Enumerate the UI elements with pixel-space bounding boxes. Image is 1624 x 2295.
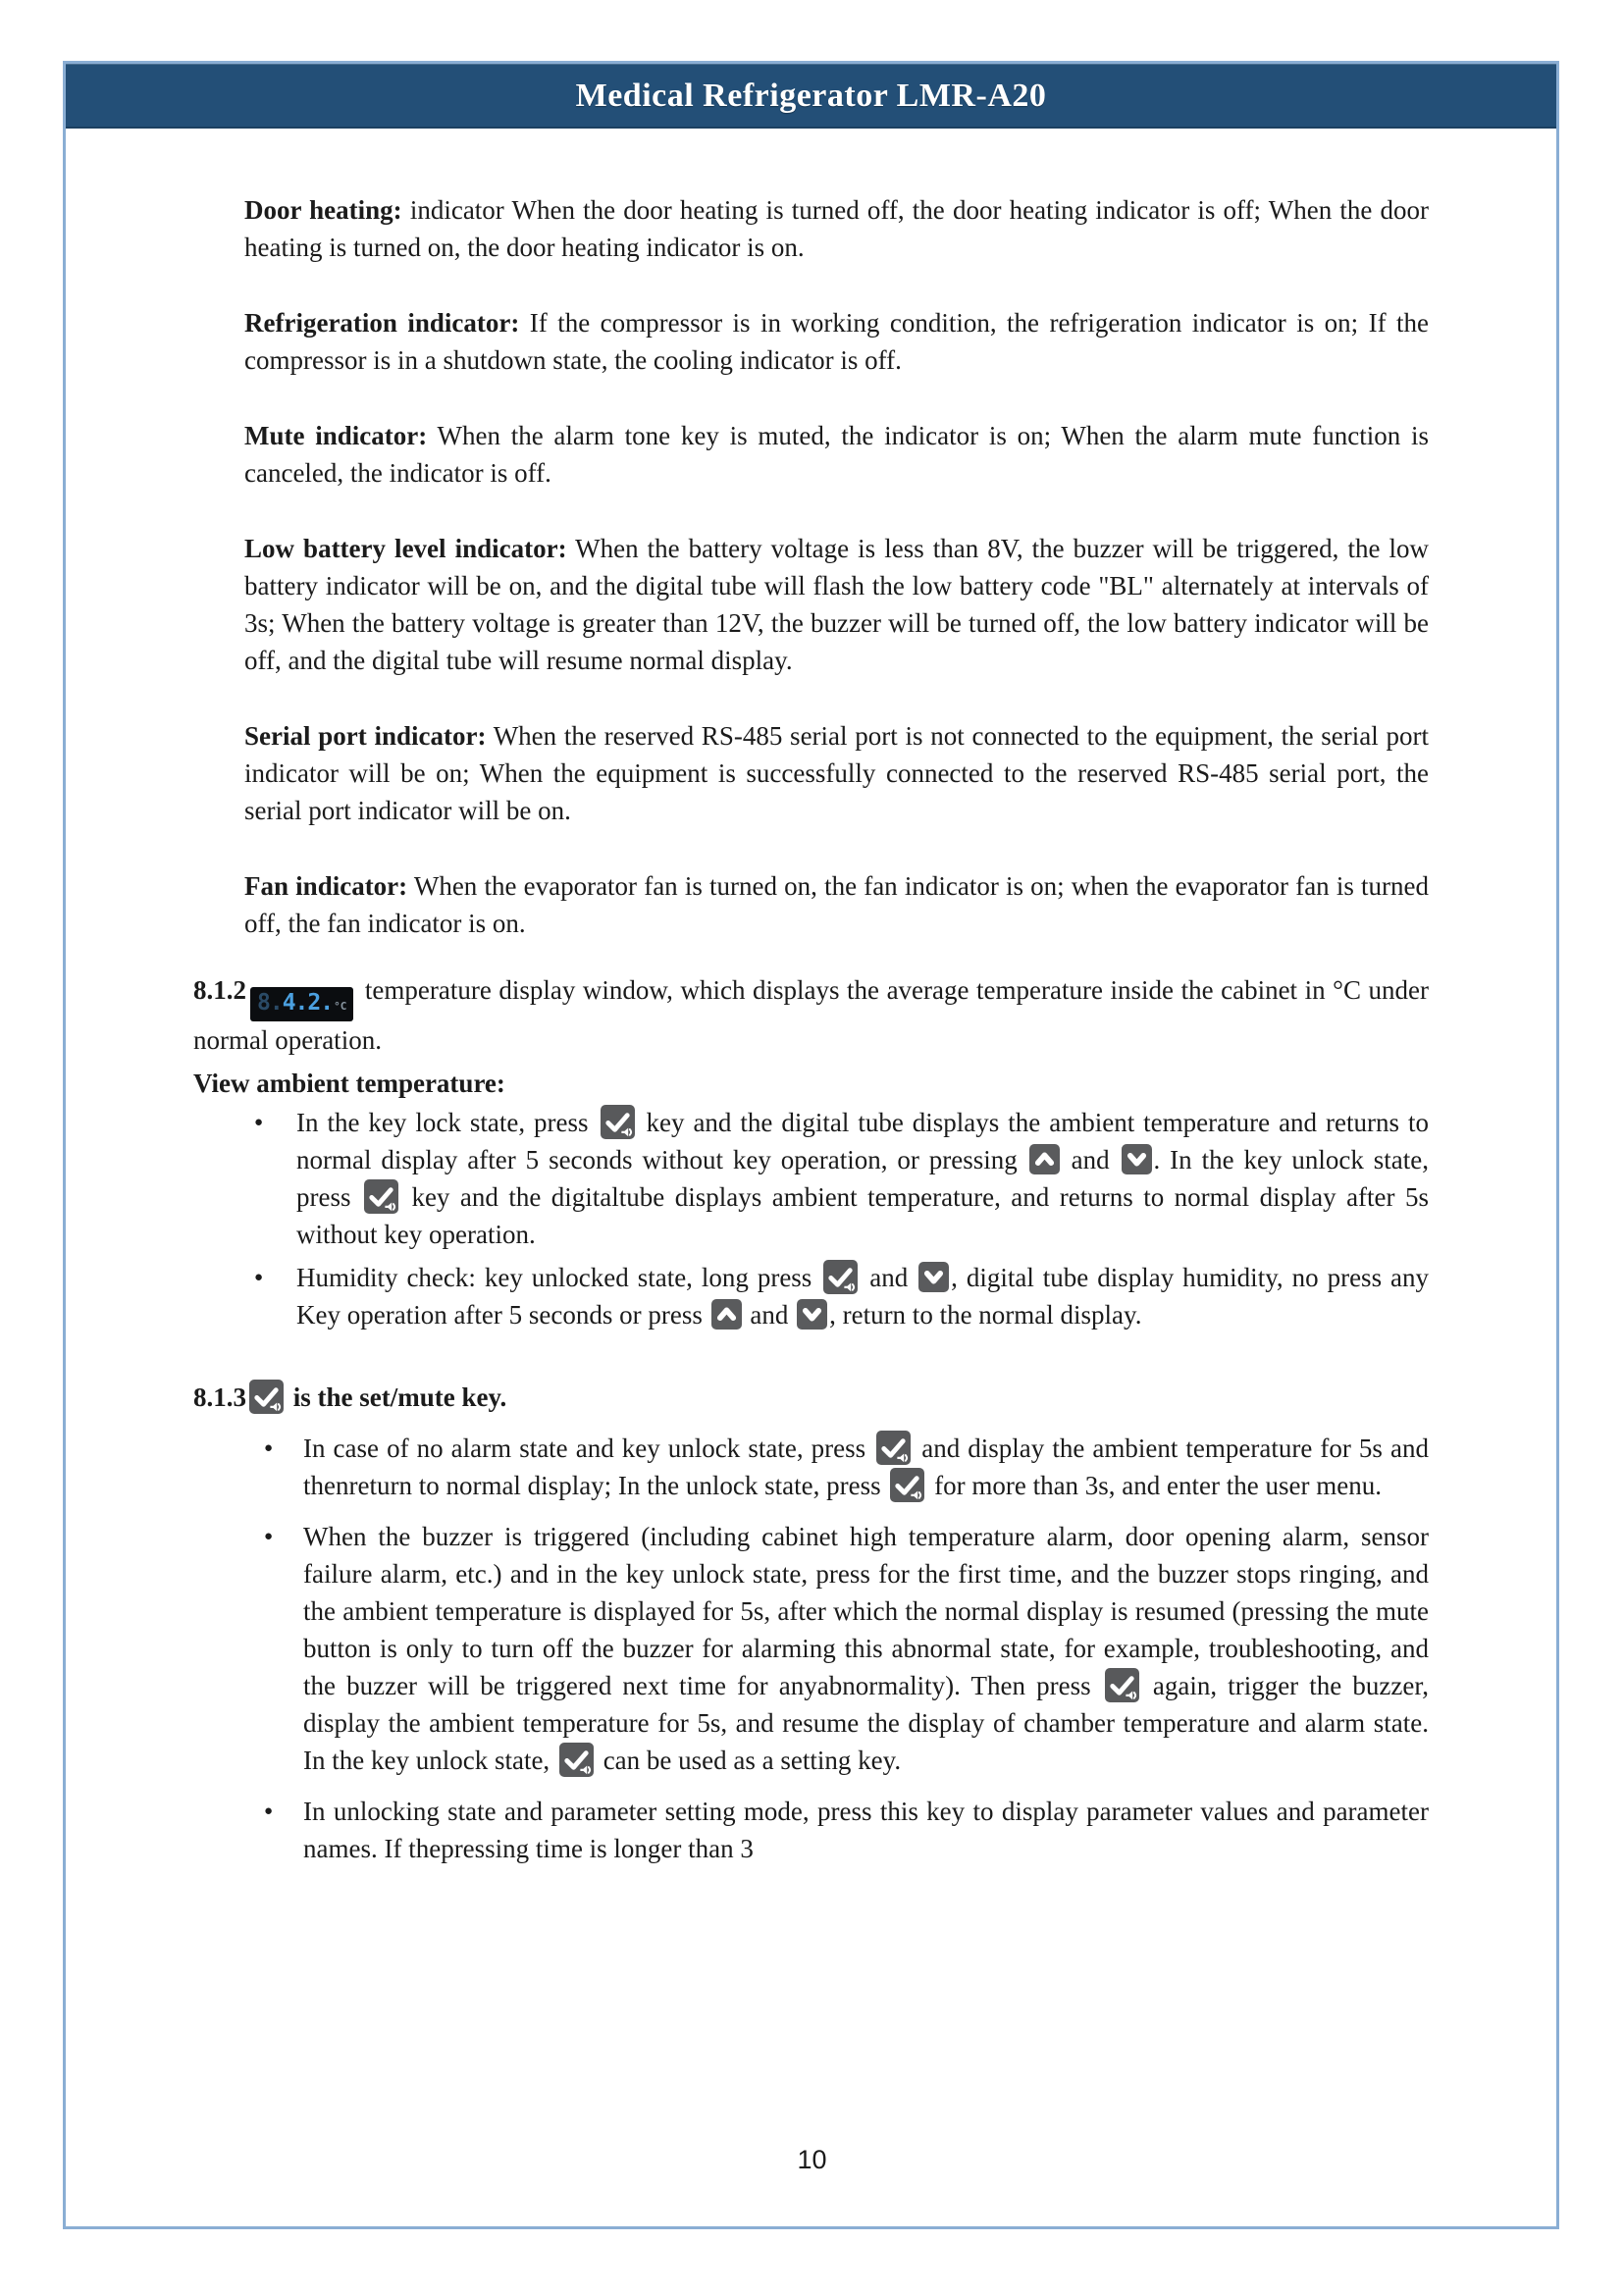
speaker-glyph bbox=[621, 1128, 631, 1137]
paragraph-lead: Refrigeration indicator: bbox=[244, 308, 520, 338]
paragraph-door-heating bbox=[244, 191, 1429, 266]
paragraph-lead: Serial port indicator: bbox=[244, 721, 487, 751]
up-key-icon bbox=[711, 1299, 742, 1330]
speaker-glyph bbox=[845, 1283, 855, 1292]
paragraph-lead: Fan indicator: bbox=[244, 871, 408, 901]
set-mute-key-icon bbox=[559, 1743, 594, 1777]
down-key-icon bbox=[797, 1299, 827, 1330]
paragraph-body: When the alarm tone key is muted, the indicator is on; When the alarm mute function is canceled, the indicator is off. bbox=[244, 421, 1429, 488]
paragraph-fan-indicator bbox=[244, 867, 1429, 942]
temperature-display-icon: 8. 4.2. °C bbox=[250, 987, 353, 1021]
paragraph-lead: Low battery level indicator: bbox=[244, 534, 567, 563]
speaker-glyph bbox=[898, 1454, 908, 1463]
paragraph-body: indicator When the door heating is turned off, the door heating indicator is off; When the door heating is turned on, the door heating indicator is on. bbox=[244, 195, 1429, 262]
document-header bbox=[66, 64, 1556, 129]
paragraph-serial-port-indicator bbox=[244, 717, 1429, 829]
list-item: ● In case of no alarm state and key unlock state, press and display the ambient temperature for 5s and thenreturn to normal display; In the unlock state, press for more than 3s, and enter the user menu. bbox=[193, 1430, 1429, 1504]
list-item: ● When the buzzer is triggered (including cabinet high temperature alarm, door opening alarm, sensor failure alarm, etc.) and in the key unlock state, press for the first time, and the buzzer stops ringing, and the ambient temperature is displayed for 5s, after which the normal display is resumed (pressing the mute button is only to turn off the buzzer for alarming this abnormal state, for example, troubleshooting, and the buzzer will be triggered next time for anyabnormality). Then press again, trigger the buzzer, display the ambient temperature for 5s, and resume the display of chamber temperature and alarm state. In the key unlock state, can be used as a setting key. bbox=[193, 1518, 1429, 1779]
set-mute-key-icon bbox=[890, 1468, 924, 1502]
paragraph-body: When the evaporator fan is turned on, the fan indicator is on; when the evaporator fan is turned off, the fan indicator is on. bbox=[244, 871, 1429, 938]
document-body bbox=[66, 129, 1556, 1867]
paragraph-mute-indicator bbox=[244, 417, 1429, 492]
section-heading-text: is the set/mute key. bbox=[287, 1382, 507, 1412]
down-key-icon bbox=[918, 1262, 949, 1292]
down-key-icon bbox=[1122, 1144, 1152, 1174]
paragraph-refrigeration-indicator bbox=[244, 304, 1429, 379]
set-mute-key-icon bbox=[249, 1380, 284, 1414]
up-key-icon bbox=[1029, 1144, 1060, 1174]
speaker-glyph bbox=[1126, 1692, 1135, 1700]
list-item: ● In the key lock state, press key and the digital tube displays the ambient temperature and returns to normal display after 5 seconds without key operation, or pressing and . In the key unlock state, press key and the digitaltube displays ambient temperature, and returns to normal display after 5s without key operation. bbox=[193, 1104, 1429, 1253]
speaker-glyph bbox=[385, 1203, 394, 1212]
speaker-glyph bbox=[580, 1766, 590, 1775]
set-mute-key-icon bbox=[601, 1105, 635, 1139]
page-frame bbox=[63, 61, 1559, 2229]
paragraph-lead: Mute indicator: bbox=[244, 421, 428, 450]
section-number: 8.1.2 bbox=[193, 975, 246, 1005]
section-813-heading bbox=[193, 1379, 1429, 1416]
section-number: 8.1.3 bbox=[193, 1382, 246, 1412]
section-812-intro bbox=[193, 971, 1429, 1059]
ambient-temperature-bullet-list bbox=[193, 1104, 1429, 1333]
paragraph-body: When the battery voltage is less than 8V, the buzzer will be triggered, the low battery indicator will be on, and the digital tube will flash the low battery code "BL" alternately at intervals of 3s; When the battery voltage is greater than 12V, the buzzer will be turned off, the low battery indicator will be off, and the digital tube will resume normal display. bbox=[244, 534, 1429, 675]
list-item: ● Humidity check: key unlocked state, long press and , digital tube display humidity, no press any Key operation after 5 seconds or press and , return to the normal display. bbox=[193, 1259, 1429, 1333]
page-number: 10 bbox=[797, 2145, 827, 2174]
paragraph-body: When the reserved RS-485 serial port is not connected to the equipment, the serial port indicator will be on; When the equipment is successfully connected to the reserved RS-485 serial port, the serial port indicator will be on. bbox=[244, 721, 1429, 825]
set-mute-key-icon bbox=[823, 1260, 858, 1294]
paragraph-lead: Door heating: bbox=[244, 195, 402, 225]
section-intro-text: temperature display window, which displays the average temperature inside the cabinet in °C under normal operation. bbox=[193, 975, 1429, 1055]
speaker-glyph bbox=[270, 1403, 280, 1412]
set-mute-key-icon bbox=[1105, 1668, 1139, 1702]
speaker-glyph bbox=[912, 1491, 921, 1500]
set-mute-key-bullet-list bbox=[193, 1430, 1429, 1867]
paragraph-low-battery-indicator bbox=[244, 530, 1429, 679]
set-mute-key-icon bbox=[876, 1431, 911, 1465]
view-ambient-temperature-heading: View ambient temperature: bbox=[193, 1069, 505, 1098]
paragraph-body: If the compressor is in working condition, the refrigeration indicator is on; If the compressor is in a shutdown state, the cooling indicator is off. bbox=[244, 308, 1429, 375]
set-mute-key-icon bbox=[364, 1179, 398, 1214]
page-title: Medical Refrigerator LMR-A20 bbox=[575, 78, 1047, 114]
list-item: ● In unlocking state and parameter setting mode, press this key to display parameter values and parameter names. If thepressing time is longer than 3 bbox=[193, 1793, 1429, 1867]
